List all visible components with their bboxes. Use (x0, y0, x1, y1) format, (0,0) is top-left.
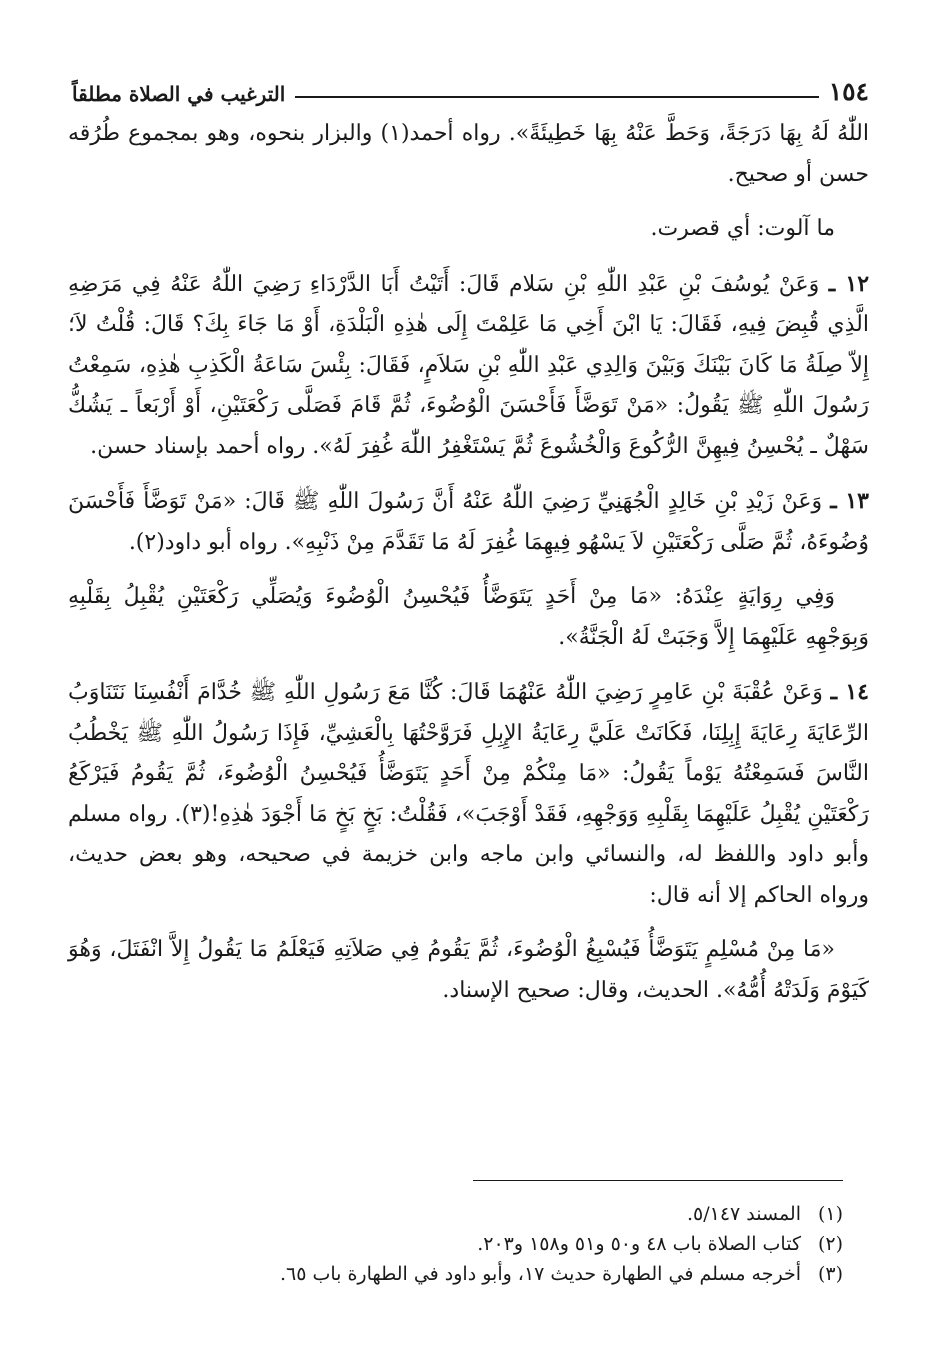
page-header (72, 72, 869, 106)
paragraph-continuation: اللّٰهُ لَهُ بِهَا دَرَجَةً، وَحَطَّ عَنْهُ بِهَا خَطِيئَةً». رواه أحمد(١) والبزار بنحوه، وهو بمجموع طُرُقه حسن أو صحيح. (68, 121, 870, 187)
paragraph-narration: وَفِي رِوَايَةٍ عِنْدَهُ: «مَا مِنْ أَحَدٍ يَتَوَضَّأُ فَيُحْسِنُ الْوُضُوءَ وَيُصَلِّي رَكْعَتَيْنِ يُقْبِلُ بِقَلْبِهِ وَبِوَجْهِهِ عَلَيْهِمَا إِلاَّ وَجَبَتْ لَهُ الْجَنَّةُ». (68, 584, 869, 650)
page-number: ١٥٤ (828, 77, 869, 106)
header-rule (295, 96, 818, 98)
hadith-number: ١٣ ـ (830, 488, 869, 514)
hadith-text: وَعَنْ زَيْدِ بْنِ خَالِدٍ الْجُهَنِيِّ رَضِيَ اللّٰهُ عَنْهُ أَنَّ رَسُولَ اللّٰهِ ﷺ قَالَ: «مَنْ تَوَضَّأَ فَأَحْسَنَ وُضُوءَهُ، ثُمَّ صَلَّى رَكْعَتَيْنِ لاَ يَسْهُو فِيهِمَا غُفِرَ لَهُ مَا تَقَدَّمَ مِنْ ذَنْبِهِ». رواه أبو داود(٢). (68, 489, 869, 555)
footnote-text: أخرجه مسلم في الطهارة حديث ١٧، وأبو داود في الطهارة باب ٦٥. (279, 1263, 801, 1285)
hadith-14 (68, 672, 869, 916)
footnote-text: المسند ٥/١٤٧. (686, 1203, 801, 1225)
hadith-number: ١٢ ـ (828, 270, 870, 297)
paragraph-gloss: ما آلوت: أي قصرت. (650, 216, 835, 241)
footnote-1 (68, 1199, 843, 1229)
footnote-mark: (٢) (817, 1233, 843, 1255)
hadith-number: ١٤ ـ (830, 679, 869, 705)
footnotes (68, 1180, 843, 1289)
paragraph-hakim: «مَا مِنْ مُسْلِمٍ يَتَوَضَّأُ فَيُسْبِغُ الْوُضُوءَ، ثُمَّ يَقُومُ فِي صَلاَتِهِ فَيَعْلَمُ مَا يَقُولُ إِلاَّ انْفَتَلَ، وَهُوَ كَيَوْمَ وَلَدَتْهُ أُمُّهُ». الحديث، وقال: صحيح الإسناد. (68, 937, 869, 1003)
hadith-text: وَعَنْ عُقْبَةَ بْنِ عَامِرٍ رَضِيَ اللّٰهُ عَنْهُمَا قَالَ: كُنَّا مَعَ رَسُولِ اللّٰهِ ﷺ خُدَّامَ أَنْفُسِنَا نَتَنَاوَبُ الرِّعَايَةَ رِعَايَةَ إِبِلِنَا، فَكَانَتْ عَلَيَّ رِعَايَةُ الإِبِلِ فَرَوَّحْتُهَا بِالْعَشِيِّ، فَإِذَا رَسُولُ اللّٰهِ ﷺ يَخْطُبُ النَّاسَ فَسَمِعْتُهُ يَوْماً يَقُولُ: «مَا مِنْكُمْ مِنْ أَحَدٍ يَتَوَضَّأُ فَيُحْسِنُ الْوُضُوءَ، ثُمَّ يَقُومُ فَيَرْكَعُ رَكْعَتَيْنِ يُقْبِلُ عَلَيْهِمَا بِقَلْبِهِ وَوَجْهِهِ، فَقَدْ أَوْجَبَ»، فَقُلْتُ: بَخٍ بَخٍ مَا أَجْوَدَ هٰذِهِ!(٣). رواه مسلم وأبو داود واللفظ له، والنسائي وابن ماجه وابن خزيمة في صحيحه، وهو بعض حديث، ورواه الحاكم إلا أنه قال: (68, 680, 869, 908)
footnote-mark: (١) (817, 1203, 843, 1225)
hadith-13 (68, 481, 869, 563)
hadith-text: وَعَنْ يُوسُفَ بْنِ عَبْدِ اللّٰهِ بْنِ سَلام قَالَ: أَتَيْتُ أَبَا الدَّرْدَاءِ رَضِيَ اللّٰهُ عَنْهُ فِي مَرَضِهِ الَّذِي قُبِضَ فِيهِ، فَقَالَ: يَا ابْنَ أَخِي مَا عَلِمْتَ إِلَى هٰذِهِ الْبَلْدَةِ، أَوْ مَا جَاءَ بِكَ؟ قَالَ: قُلْتُ لاَ؛ إِلاّ صِلَةُ مَا كَانَ بَيْنَكَ وَبَيْنَ وَالِدِي عَبْدِ اللّٰهِ بْنِ سَلاَمٍ، فَقَالَ: بِئْسَ سَاعَةُ الْكَذِبِ هٰذِهِ، سَمِعْتُ رَسُولَ اللّٰهِ ﷺ يَقُولُ: «مَنْ تَوَضَّأَ فَأَحْسَنَ الْوُضُوءَ، ثُمَّ قَامَ فَصَلَّى رَكْعَتَيْنِ، أَوْ أَرْبَعاً ـ يَشُكُّ سَهْلٌ ـ يُحْسِنُ فِيهِنَّ الرُّكُوعَ وَالْخُشُوعَ ثُمَّ يَسْتَغْفِرُ اللّٰهَ غُفِرَ لَهُ». رواه أحمد بإسناد حسن. (68, 271, 869, 459)
footnote-separator (473, 1180, 843, 1181)
footnote-mark: (٣) (817, 1263, 843, 1285)
running-title: الترغيب في الصلاة مطلقاً (72, 82, 286, 106)
footnote-text: كتاب الصلاة باب ٤٨ و٥٠ و٥١ و١٥٨ و٢٠٣. (477, 1233, 801, 1255)
main-text (68, 114, 869, 1025)
footnote-3 (68, 1259, 843, 1289)
hadith-12 (68, 264, 869, 468)
footnote-2 (68, 1229, 843, 1259)
